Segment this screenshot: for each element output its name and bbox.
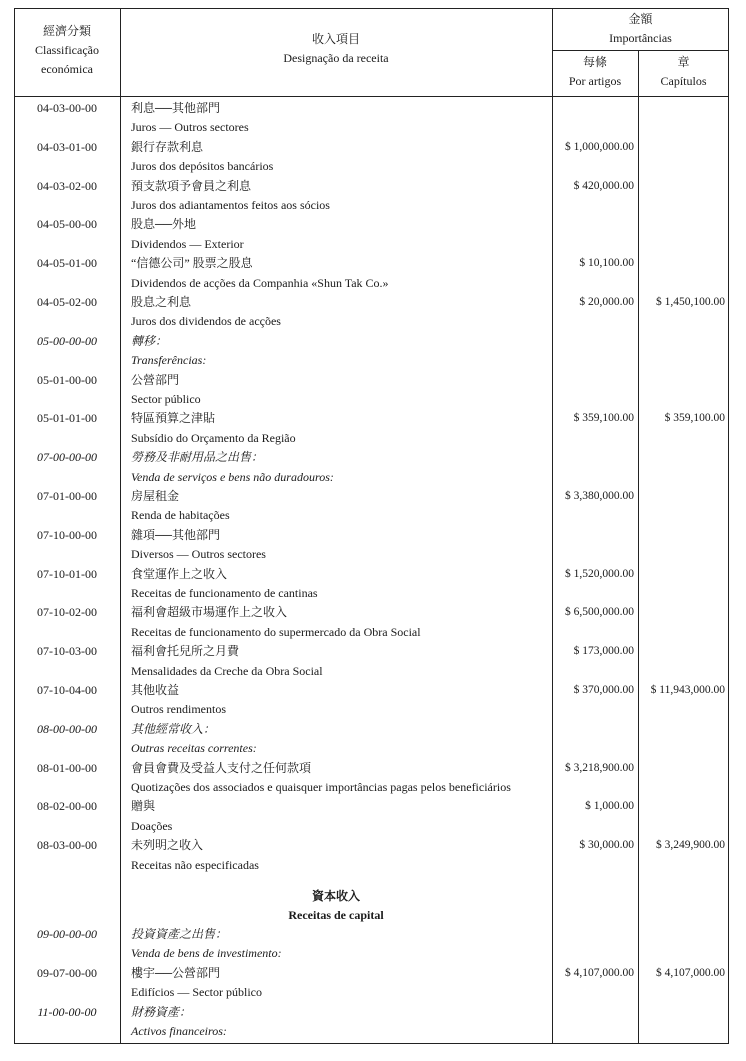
row-amount-article: $ 30,000.00 bbox=[579, 839, 634, 852]
header-divider bbox=[14, 96, 729, 97]
row-description: 勞務及非耐用品之出售： bbox=[131, 450, 264, 465]
row-description: Juros dos depósitos bancários bbox=[131, 159, 274, 174]
row-description: Venda de bens de investimento: bbox=[131, 946, 282, 961]
row-description: Receitas de funcionamento do supermercado da Obra Social bbox=[131, 624, 421, 639]
row-description: 其他經常收入： bbox=[131, 721, 216, 736]
row-description: 未列明之收入 bbox=[131, 838, 204, 853]
row-description: Dividendos de acções da Companhia «Shun Tak Co.» bbox=[131, 275, 389, 290]
capital-heading-pt: Receitas de capital bbox=[288, 908, 384, 922]
row-amount-article: $ 3,218,900.00 bbox=[565, 761, 634, 774]
row-code: 08-00-00-00 bbox=[37, 721, 97, 736]
row-description: Activos financeiros: bbox=[131, 1024, 227, 1038]
row-description: 預支款項予會員之利息 bbox=[131, 178, 252, 193]
row-amount-chapter: $ 11,943,000.00 bbox=[650, 684, 725, 696]
row-code: 07-10-02-00 bbox=[37, 605, 97, 620]
row-code: 09-07-00-00 bbox=[37, 965, 97, 980]
row-description: Juros dos adiantamentos feitos aos sócios bbox=[131, 198, 330, 212]
row-code: 09-00-00-00 bbox=[37, 927, 97, 941]
row-description: Outros rendimentos bbox=[131, 702, 226, 717]
row-description: 利息──其他部門 bbox=[131, 101, 221, 115]
row-description: 投資資產之出售： bbox=[131, 927, 228, 941]
table-row bbox=[0, 312, 746, 331]
row-description: 福利會托兒所之月費 bbox=[131, 644, 240, 659]
header-cap-zh: 章 bbox=[677, 55, 690, 69]
header-class-pt: Classificação bbox=[35, 43, 99, 57]
row-code: 07-10-04-00 bbox=[37, 683, 97, 697]
row-code: 11-00-00-00 bbox=[37, 1004, 97, 1019]
row-description: Venda de serviços e bens não duradouros: bbox=[131, 469, 334, 484]
row-description: 股息──外地 bbox=[131, 217, 197, 232]
row-code: 08-01-00-00 bbox=[37, 760, 97, 775]
row-code: 04-03-02-00 bbox=[37, 178, 97, 193]
table-row bbox=[0, 545, 746, 564]
row-amount-article: $ 420,000.00 bbox=[573, 179, 634, 192]
table-row bbox=[0, 944, 746, 963]
row-amount-chapter: $ 1,450,100.00 bbox=[656, 296, 725, 308]
row-description: 樓宇──公營部門 bbox=[131, 965, 221, 980]
header-amount-zh: 金額 bbox=[628, 12, 653, 26]
table-row bbox=[0, 429, 746, 448]
table-row bbox=[0, 526, 746, 545]
row-description: 食堂運作上之收入 bbox=[131, 566, 228, 581]
table-row bbox=[0, 964, 746, 983]
table-row bbox=[0, 720, 746, 739]
table-row bbox=[0, 274, 746, 293]
row-code: 08-03-00-00 bbox=[37, 838, 97, 853]
row-description: 股息之利息 bbox=[131, 295, 192, 309]
table-row bbox=[0, 1022, 746, 1041]
header-desig-zh: 收入項目 bbox=[311, 32, 360, 46]
header-art-pt: Por artigos bbox=[568, 74, 622, 88]
capital-heading-zh: 資本收入 bbox=[311, 889, 360, 903]
table-row bbox=[0, 235, 746, 254]
table-row bbox=[0, 506, 746, 525]
row-amount-article: $ 6,500,000.00 bbox=[565, 606, 634, 619]
row-description: Receitas de funcionamento de cantinas bbox=[131, 586, 318, 600]
header-chapters bbox=[638, 53, 729, 91]
table-row bbox=[0, 390, 746, 409]
row-description: Diversos — Outros sectores bbox=[131, 547, 266, 562]
table-row bbox=[0, 700, 746, 719]
table-row bbox=[0, 925, 746, 944]
row-amount-article: $ 3,380,000.00 bbox=[565, 490, 634, 502]
row-description: 房屋租金 bbox=[131, 489, 180, 503]
row-description: Juros — Outros sectores bbox=[131, 120, 249, 135]
row-code: 04-05-00-00 bbox=[37, 217, 97, 232]
row-description: 財務資產： bbox=[131, 1004, 192, 1019]
row-description: Juros dos dividendos de acções bbox=[131, 314, 281, 329]
table-row bbox=[0, 662, 746, 681]
table-row bbox=[0, 797, 746, 816]
row-description: 銀行存款利息 bbox=[131, 139, 204, 154]
row-description: Mensalidades da Creche da Obra Social bbox=[131, 663, 323, 678]
row-code: 04-05-02-00 bbox=[37, 295, 97, 309]
table-row bbox=[0, 196, 746, 215]
row-description: 公營部門 bbox=[131, 372, 180, 387]
table-row bbox=[0, 177, 746, 196]
row-description: Sector público bbox=[131, 392, 201, 406]
table-row bbox=[0, 448, 746, 467]
table-row bbox=[0, 1003, 746, 1022]
row-code: 07-10-03-00 bbox=[37, 644, 97, 659]
table-row bbox=[0, 778, 746, 797]
row-description: Subsídio do Orçamento da Região bbox=[131, 430, 296, 445]
header-amount bbox=[552, 10, 729, 48]
table-row bbox=[0, 623, 746, 642]
row-code: 07-10-00-00 bbox=[37, 527, 97, 542]
header-amount-pt: Importâncias bbox=[609, 31, 672, 45]
table-row bbox=[0, 157, 746, 176]
table-row bbox=[0, 603, 746, 622]
table-row bbox=[0, 856, 746, 875]
row-amount-article: $ 1,000.00 bbox=[585, 800, 634, 813]
row-description: Transferências: bbox=[131, 353, 207, 368]
row-code: 05-01-01-00 bbox=[37, 411, 97, 426]
row-description: “信德公司” 股票之股息 bbox=[131, 256, 253, 271]
row-description: Renda de habitações bbox=[131, 508, 230, 523]
header-art-zh: 每條 bbox=[582, 55, 607, 69]
row-description: 贈與 bbox=[131, 799, 156, 814]
table-row bbox=[0, 215, 746, 234]
table-row bbox=[0, 254, 746, 273]
row-description: Outras receitas correntes: bbox=[131, 741, 257, 756]
table-row bbox=[0, 642, 746, 661]
table-row bbox=[0, 118, 746, 137]
row-amount-article: $ 370,000.00 bbox=[573, 684, 634, 696]
row-code: 05-00-00-00 bbox=[37, 333, 97, 348]
row-code: 05-01-00-00 bbox=[37, 372, 97, 387]
row-description: 福利會超級市場運作上之收入 bbox=[131, 605, 288, 620]
header-cap-pt: Capítulos bbox=[660, 74, 707, 88]
row-amount-article: $ 359,100.00 bbox=[573, 412, 634, 425]
table-row bbox=[0, 836, 746, 855]
row-description: 特區預算之津貼 bbox=[131, 411, 216, 426]
header-by-article bbox=[552, 53, 638, 91]
row-amount-chapter: $ 359,100.00 bbox=[664, 412, 725, 425]
row-description: Dividendos — Exterior bbox=[131, 236, 244, 251]
row-code: 04-03-00-00 bbox=[37, 101, 97, 115]
row-description: Doações bbox=[131, 818, 173, 833]
row-amount-article: $ 173,000.00 bbox=[573, 645, 634, 658]
row-code: 08-02-00-00 bbox=[37, 799, 97, 814]
header-desig-pt: Designação da receita bbox=[283, 51, 389, 65]
header-classification bbox=[14, 22, 120, 79]
row-description: 其他收益 bbox=[131, 683, 180, 697]
table-row bbox=[0, 99, 746, 118]
row-description: 會員會費及受益人支付之任何款項 bbox=[131, 760, 312, 775]
row-amount-article: $ 10,100.00 bbox=[579, 257, 634, 270]
row-code: 07-00-00-00 bbox=[37, 450, 97, 465]
header-divider bbox=[552, 50, 729, 51]
row-amount-article: $ 1,000,000.00 bbox=[565, 140, 634, 153]
row-description: Edifícios — Sector público bbox=[131, 985, 262, 1000]
table-row bbox=[0, 983, 746, 1002]
row-code: 04-05-01-00 bbox=[37, 256, 97, 271]
table-row bbox=[0, 293, 746, 312]
table-row bbox=[0, 584, 746, 603]
header-designation bbox=[120, 30, 552, 68]
row-code: 07-01-00-00 bbox=[37, 489, 97, 503]
table-row bbox=[0, 487, 746, 506]
row-amount-article: $ 20,000.00 bbox=[579, 296, 634, 308]
row-description: 雜項──其他部門 bbox=[131, 527, 221, 542]
row-amount-chapter: $ 3,249,900.00 bbox=[656, 839, 725, 852]
row-description: 轉移： bbox=[131, 333, 168, 348]
row-description: Receitas não especificadas bbox=[131, 857, 259, 872]
header-class-zh: 經濟分類 bbox=[42, 24, 91, 38]
table-row bbox=[0, 817, 746, 836]
table-row bbox=[0, 371, 746, 390]
table-row bbox=[0, 565, 746, 584]
row-code: 07-10-01-00 bbox=[37, 566, 97, 581]
table-row bbox=[0, 759, 746, 778]
header-class-pt-2: económica bbox=[41, 62, 93, 76]
table-row bbox=[0, 332, 746, 351]
row-amount-article: $ 1,520,000.00 bbox=[565, 567, 634, 580]
table-row bbox=[0, 351, 746, 370]
table-row bbox=[0, 681, 746, 700]
row-code: 04-03-01-00 bbox=[37, 139, 97, 154]
table-row bbox=[0, 468, 746, 487]
row-amount-chapter: $ 4,107,000.00 bbox=[656, 966, 725, 979]
table-row bbox=[0, 739, 746, 758]
table-row bbox=[0, 138, 746, 157]
table-row bbox=[0, 409, 746, 428]
row-description: Quotizações dos associados e quaisquer importâncias pagas pelos beneficiários bbox=[131, 780, 511, 794]
row-amount-article: $ 4,107,000.00 bbox=[565, 966, 634, 979]
